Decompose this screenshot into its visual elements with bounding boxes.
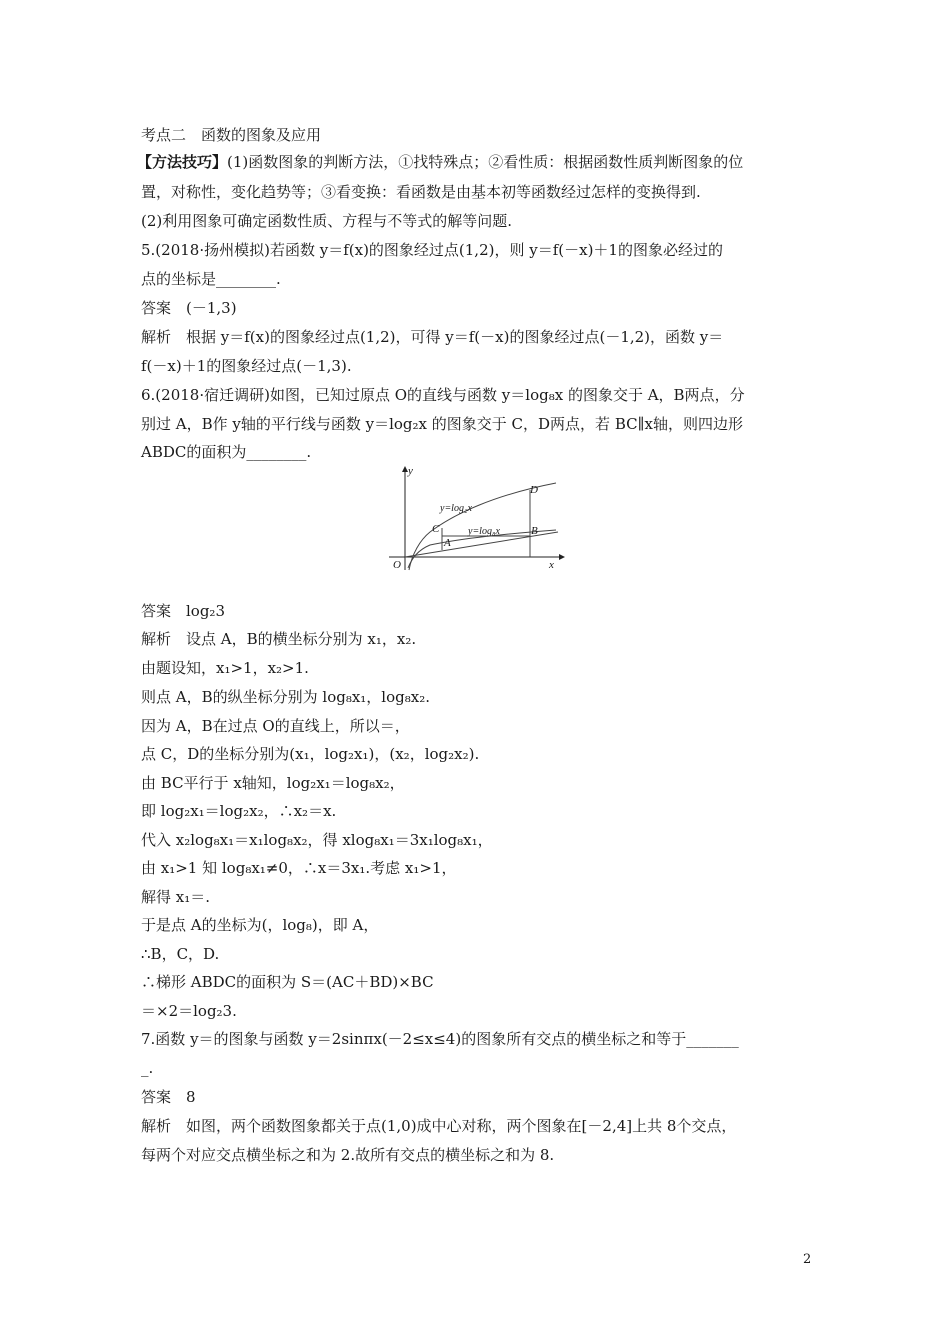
- problem6-solution-line14: ＝×2＝log₂3.: [141, 1002, 237, 1020]
- problem5-stem-line1: 5.(2018·扬州模拟)若函数 y＝f(x)的图象经过点(1,2)，则 y＝f(－x)＋1的图象必经过的: [141, 241, 723, 259]
- problem7-stem-line2: _.: [141, 1059, 154, 1077]
- problem5-stem-line2: 点的坐标是________.: [141, 270, 281, 288]
- point-c-label: C: [432, 523, 440, 535]
- problem6-answer: 答案 log₂3: [141, 602, 225, 620]
- point-d-label: D: [530, 484, 538, 496]
- problem6-solution-line11: 于是点 A的坐标为(，log₈)，即 A，: [141, 916, 379, 934]
- problem6-solution-line2: 由题设知，x₁>1，x₂>1.: [141, 659, 309, 677]
- problem7-answer: 答案 8: [141, 1088, 196, 1106]
- problem6-solution-line4: 因为 A，B在过点 O的直线上，所以＝，: [141, 717, 410, 735]
- method-tip-line2: 置，对称性，变化趋势等；③看变换：看函数是由基本初等函数经过怎样的变换得到.: [141, 183, 701, 201]
- problem6-stem-line3: ABDC的面积为________.: [141, 443, 312, 461]
- problem6-solution-line8: 代入 x₂log₈x₁＝x₁log₈x₂，得 xlog₈x₁＝3x₁log₈x₁，: [141, 831, 493, 849]
- problem7-stem-line1: 7.函数 y＝的图象与函数 y＝2sinπx(－2≤x≤4)的图象所有交点的横坐标之和等于_______: [141, 1030, 739, 1048]
- curve-log8-label: y=log₈x: [468, 526, 500, 537]
- problem6-solution-line7: 即 log₂x₁＝log₂x₂，∴x₂＝x.: [141, 802, 337, 820]
- problem5-answer: 答案 (－1,3): [141, 299, 237, 317]
- problem6-solution-line9: 由 x₁>1 知 log₈x₁≠0，∴x＝3x₁.考虑 x₁>1，: [141, 859, 457, 877]
- problem6-stem-line2: 别过 A，B作 y轴的平行线与函数 y＝log₂x 的图象交于 C，D两点，若 BC∥x轴，则四边形: [141, 415, 743, 433]
- problem6-stem-line1: 6.(2018·宿迁调研)如图，已知过原点 O的直线与函数 y＝log₈x 的图象交于 A，B两点，分: [141, 386, 745, 404]
- problem5-solution-line2: f(－x)＋1的图象经过点(－1,3).: [141, 357, 352, 375]
- method-tip-text1: (1)函数图象的判断方法，①找特殊点；②看性质：根据函数性质判断图象的位: [227, 153, 744, 171]
- method-tip-line3: (2)利用图象可确定函数性质、方程与不等式的解等问题.: [141, 212, 513, 230]
- problem5-solution-line1: 解析 根据 y＝f(x)的图象经过点(1,2)，可得 y＝f(－x)的图象经过点(－1,2)，函数 y＝: [141, 328, 724, 346]
- problem6-solution-line13: ∴梯形 ABDC的面积为 S＝(AC＋BD)×BC: [141, 973, 434, 991]
- problem6-solution-line1: 解析 设点 A，B的横坐标分别为 x₁，x₂.: [141, 630, 417, 648]
- method-tip-label: 【方法技巧】: [137, 153, 228, 171]
- section-title: 考点二 函数的图象及应用: [141, 126, 322, 144]
- point-b-label: B: [531, 525, 538, 537]
- problem6-solution-line5: 点 C，D的坐标分别为(x₁，log₂x₁)，(x₂，log₂x₂).: [141, 745, 480, 763]
- y-axis-label: y: [408, 465, 413, 477]
- point-a-label: A: [444, 537, 451, 549]
- page-number: 2: [803, 1252, 812, 1267]
- log-graph-figure: [384, 462, 570, 572]
- problem6-solution-line6: 由 BC平行于 x轴知，log₂x₁＝log₈x₂，: [141, 774, 405, 792]
- curve-log2-label: y=log₂x: [440, 503, 472, 514]
- problem6-solution-line12: ∴B，C，D.: [141, 945, 220, 963]
- x-axis-label: x: [549, 559, 554, 571]
- problem6-solution-line3: 则点 A，B的纵坐标分别为 log₈x₁，log₈x₂.: [141, 688, 430, 706]
- problem7-solution-line1: 解析 如图，两个函数图象都关于点(1,0)成中心对称，两个图象在[－2,4]上共 8个交点，: [141, 1117, 737, 1135]
- origin-label: O: [393, 559, 401, 571]
- problem7-solution-line2: 每两个对应交点横坐标之和为 2.故所有交点的横坐标之和为 8.: [141, 1146, 555, 1164]
- problem6-solution-line10: 解得 x₁＝.: [141, 888, 211, 906]
- method-tip-line1: [137, 151, 743, 173]
